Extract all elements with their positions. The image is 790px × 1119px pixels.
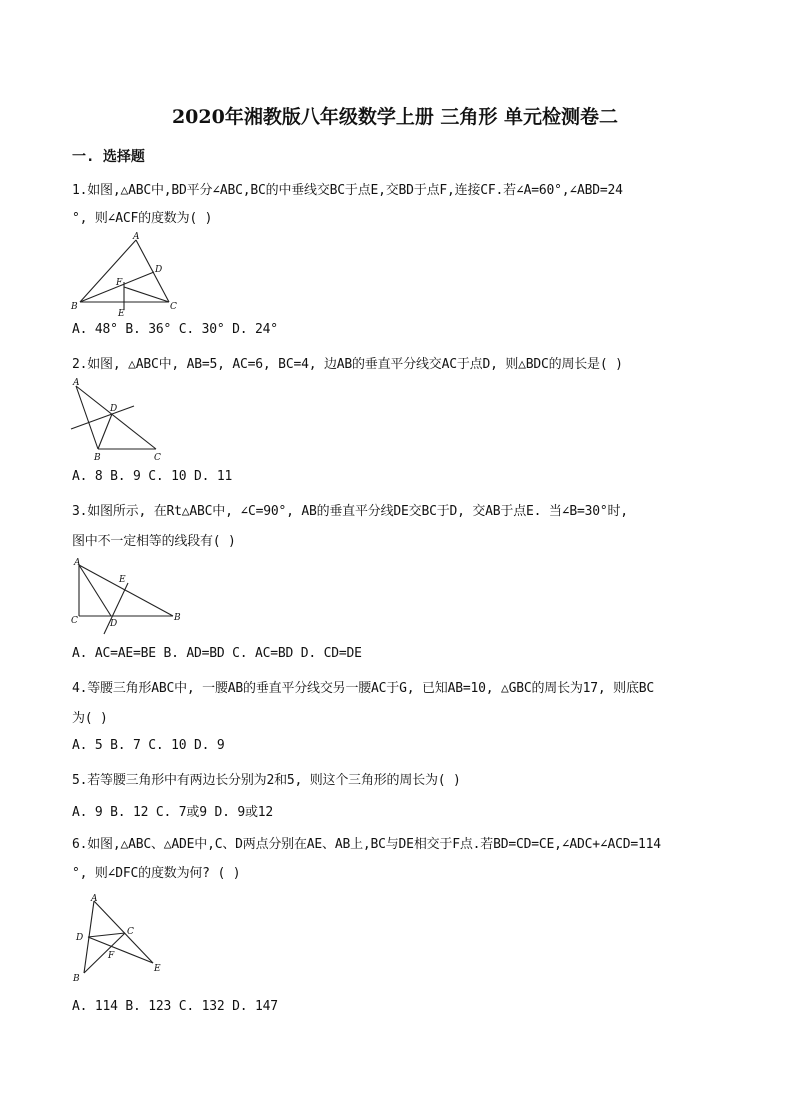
q1-label-f: F [116,278,123,288]
q1-label-d: D [155,265,163,275]
q1-label-b: B [71,302,78,312]
q6-text-line2: °, 则∠DFC的度数为何? ( ) [72,866,241,881]
q1-options: A. 48° B. 36° C. 30° D. 24° [72,322,278,337]
q1-label-a: A [133,232,140,242]
section-heading: 一. 选择题 [72,149,145,165]
q6-label-c: C [127,927,134,937]
q2-label-d: D [110,404,118,414]
page-title: 2020年湘教版八年级数学上册 三角形 单元检测卷二 [171,106,619,128]
q2-perp-bisector [71,406,134,429]
q1-label-e: E [118,309,125,319]
q6-label-e: E [154,964,161,974]
q5-options: A. 9 B. 12 C. 7或9 D. 9或12 [72,805,274,820]
q6-label-d: D [76,933,84,943]
q1-label-c: C [170,302,177,312]
q6-label-b: B [73,974,80,984]
q4-text-line1: 4.等腰三角形ABC中, 一腰AB的垂直平分线交另一腰AC于G, 已知AB=10, △GBC的周长为17, 则底BC [72,681,655,696]
q3-segment-ad [79,565,111,616]
q6-text-line1: 6.如图,△ABC、△ADE中,C、D两点分别在AE、AB上,BC与DE相交于F点.若BD=CD=CE,∠ADC+∠ACD=114 [72,837,661,852]
q6-segment-bc [84,933,125,973]
q2-segment-ac [76,386,156,449]
q2-label-a: A [73,378,80,388]
q3-text-line1: 3.如图所示, 在Rt△ABC中, ∠C=90°, AB的垂直平分线DE交BC于D, 交AB于点E. 当∠B=30°时, [72,504,628,519]
q3-label-b: B [174,613,181,623]
q3-figure [68,553,188,638]
q3-options: A. AC=AE=BE B. AD=BD C. AC=BD D. CD=DE [72,646,362,661]
q6-options: A. 114 B. 123 C. 132 D. 147 [72,999,278,1014]
q6-label-f: F [108,951,115,961]
q1-segment-ab [80,240,136,302]
q2-segment-bd [98,414,112,449]
q3-text-line2: 图中不一定相等的线段有( ) [72,534,236,549]
q4-options: A. 5 B. 7 C. 10 D. 9 [72,738,225,753]
q3-label-a: A [74,558,81,568]
q6-segment-ae [94,901,153,963]
q6-label-a: A [91,894,98,904]
q6-segment-dc [88,933,125,937]
q2-figure [68,373,168,463]
q3-label-d: D [110,619,118,629]
q1-text-line2: °, 则∠ACF的度数为( ) [72,211,213,226]
q2-label-b: B [94,453,101,463]
q4-text-line2: 为( ) [72,711,108,726]
q1-figure [68,230,188,320]
q2-text-line1: 2.如图, △ABC中, AB=5, AC=6, BC=4, 边AB的垂直平分线交AC于点D, 则△BDC的周长是( ) [72,357,623,372]
q2-label-c: C [154,453,161,463]
q3-label-c: C [71,616,78,626]
q3-segment-ab [79,565,173,616]
q2-options: A. 8 B. 9 C. 10 D. 11 [72,469,233,484]
q5-text-line1: 5.若等腰三角形中有两边长分别为2和5, 则这个三角形的周长为( ) [72,773,461,788]
q2-segment-ab [76,386,98,449]
q3-label-e: E [119,575,126,585]
q1-text-line1: 1.如图,△ABC中,BD平分∠ABC,BC的中垂线交BC于点E,交BD于点F,连接CF.若∠A=60°,∠ABD=24 [72,183,623,198]
q6-figure [68,890,178,990]
